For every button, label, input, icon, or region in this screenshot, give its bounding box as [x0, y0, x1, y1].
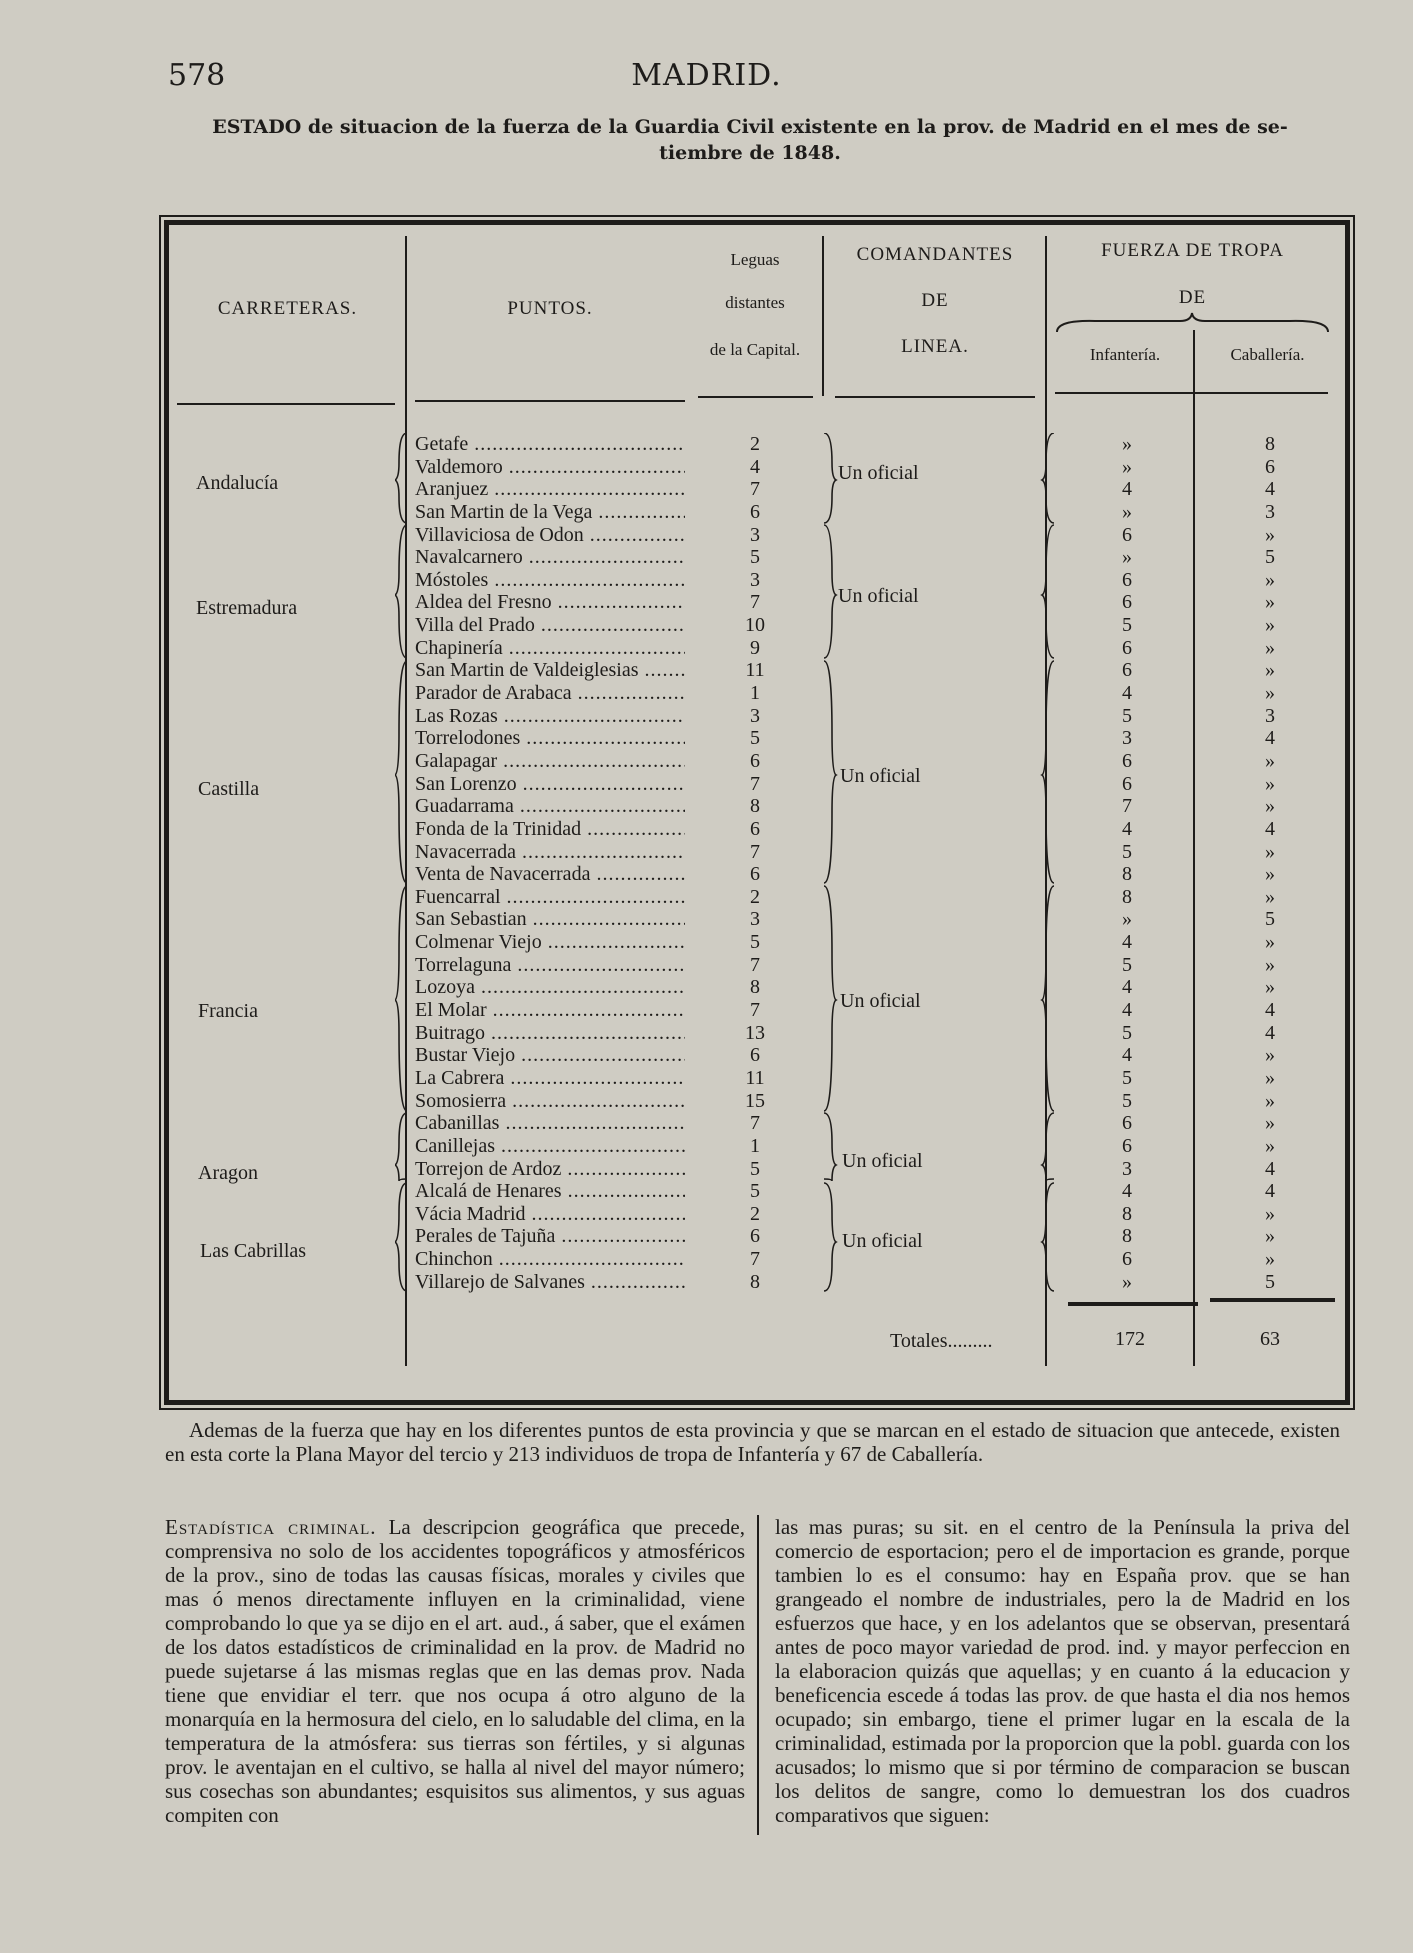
- leguas-cell: 7: [750, 999, 760, 1022]
- header-rule: [177, 403, 395, 405]
- leguas-cell: 7: [750, 478, 760, 501]
- comandante-label: Un oficial: [842, 1230, 923, 1252]
- infanteria-cell: 5: [1122, 1021, 1132, 1044]
- punto-cell: Guadarrama .....: [415, 795, 685, 818]
- infanteria-cell: 4: [1122, 1044, 1132, 1067]
- col-header-comandantes-2: DE: [921, 290, 949, 311]
- infanteria-cell: 6: [1122, 523, 1132, 546]
- note-paragraph: Ademas de la fuerza que hay en los diferentes puntos de esta provincia y que se marcan en el estado de situacion que antecede, existen en esta corte la Plana Mayor del tercio y 213 individuos de tropa de Infantería y 67 de Caballería.: [165, 1418, 1340, 1466]
- puntos-column: [415, 433, 685, 1293]
- infanteria-cell: 6: [1122, 1112, 1132, 1135]
- table-title: [150, 114, 1350, 166]
- leguas-cell: 6: [750, 1044, 760, 1067]
- leguas-cell: 13: [745, 1021, 765, 1044]
- punto-cell: Cabanillas .....: [415, 1112, 685, 1135]
- punto-cell: Torrelaguna .....: [415, 954, 685, 977]
- col-rule: [1193, 330, 1195, 1366]
- leguas-cell: 3: [750, 523, 760, 546]
- leguas-cell: 5: [750, 931, 760, 954]
- left-column-body: La descripcion geográfica que precede, comprensiva no solo de los accidentes topográficos y atmosféricos de la prov., sino de todas las causas físicas, morales y civiles que mas ó menos directamente influyen en la criminalidad, viene comprobando lo que ya se dijo en el art. aud., á saber, que el exámen de los datos estadísticos de criminalidad en la prov. de Madrid no puede sujetarse á las mismas reglas que en las demas prov. Nada tiene que envidiar el terr. que nos ocupa á otro alguno de la monarquía en la hermosura del cielo, en lo saludable del clima, en la temperatura de la atmósfera: sus tierras son fértiles, y si algunas prov. le aventajan en el cultivo, se halla al nivel del mayor número; sus cosechas son abundantes; esquisitos sus alimentos, y sus aguas compiten con: [165, 1515, 746, 1827]
- totals-rule: [1210, 1298, 1335, 1302]
- total-caballeria: 63: [1260, 1328, 1280, 1350]
- infanteria-cell: 8: [1122, 1225, 1132, 1248]
- page-number: 578: [168, 58, 226, 93]
- comandante-label: Un oficial: [840, 990, 921, 1012]
- carretera-label: Castilla: [198, 778, 260, 800]
- infanteria-cell: 5: [1122, 953, 1132, 976]
- caballeria-cell: »: [1265, 749, 1275, 772]
- caballeria-cell: »: [1265, 772, 1275, 795]
- leguas-cell: 3: [750, 568, 760, 591]
- caballeria-cell: »: [1265, 682, 1275, 705]
- punto-cell: Villaviciosa de Odon .....: [415, 524, 685, 547]
- caballeria-cell: »: [1265, 795, 1275, 818]
- punto-cell: Bustar Viejo .....: [415, 1044, 685, 1067]
- punto-cell: Villa del Prado .....: [415, 614, 685, 637]
- infanteria-column: [1062, 433, 1192, 1293]
- leguas-cell: 11: [745, 659, 765, 682]
- caballeria-cell: 3: [1265, 500, 1275, 523]
- caballeria-cell: »: [1265, 840, 1275, 863]
- col-header-fuerza-2: DE: [1178, 287, 1207, 308]
- punto-cell: Vácia Madrid .....: [415, 1203, 685, 1226]
- leguas-cell: 8: [750, 795, 760, 818]
- punto-cell: La Cabrera .....: [415, 1067, 685, 1090]
- punto-cell: San Martin de Valdeiglesias .....: [415, 659, 685, 682]
- caballeria-cell: »: [1265, 568, 1275, 591]
- leguas-cell: 3: [750, 704, 760, 727]
- comandante-label: Un oficial: [842, 1150, 923, 1172]
- punto-cell: Canillejas .....: [415, 1135, 685, 1158]
- col-header-caballeria: Caballería.: [1230, 345, 1305, 364]
- punto-cell: San Lorenzo .....: [415, 773, 685, 796]
- carretera-label: Francia: [198, 1000, 258, 1022]
- punto-cell: Aranjuez .....: [415, 478, 685, 501]
- infanteria-cell: 4: [1122, 931, 1132, 954]
- leguas-cell: 1: [750, 682, 760, 705]
- infanteria-cell: 6: [1122, 1248, 1132, 1271]
- infanteria-cell: 4: [1122, 682, 1132, 705]
- caballeria-cell: 4: [1265, 727, 1275, 750]
- carretera-label: Estremadura: [196, 597, 298, 619]
- totals-rule: [1068, 1302, 1198, 1306]
- leguas-cell: 6: [750, 1225, 760, 1248]
- punto-cell: Fonda de la Trinidad .....: [415, 818, 685, 841]
- caballeria-cell: »: [1265, 1112, 1275, 1135]
- total-infanteria: 172: [1115, 1328, 1145, 1350]
- leguas-cell: 7: [750, 772, 760, 795]
- caballeria-cell: 4: [1265, 478, 1275, 501]
- infanteria-cell: 3: [1122, 727, 1132, 750]
- leguas-cell: 3: [750, 908, 760, 931]
- leguas-cell: 4: [750, 455, 760, 478]
- infanteria-cell: 6: [1122, 1134, 1132, 1157]
- infanteria-cell: 4: [1122, 999, 1132, 1022]
- punto-cell: Galapagar .....: [415, 750, 685, 773]
- leguas-cell: 6: [750, 749, 760, 772]
- caballeria-cell: 4: [1265, 999, 1275, 1022]
- punto-cell: Valdemoro .....: [415, 456, 685, 479]
- infanteria-cell: 6: [1122, 659, 1132, 682]
- caballeria-cell: 8: [1265, 433, 1275, 455]
- punto-cell: Aldea del Fresno .....: [415, 591, 685, 614]
- col-header-comandantes-3: LINEA.: [901, 336, 969, 357]
- leguas-cell: 6: [750, 817, 760, 840]
- infanteria-cell: 6: [1122, 749, 1132, 772]
- section-heading: Estadística criminal.: [165, 1515, 377, 1539]
- punto-cell: Villarejo de Salvanes .....: [415, 1271, 685, 1294]
- caballeria-cell: »: [1265, 523, 1275, 546]
- caballeria-cell: 4: [1265, 1180, 1275, 1203]
- infanteria-cell: 5: [1122, 704, 1132, 727]
- carretera-label: Las Cabrillas: [200, 1240, 307, 1262]
- leguas-cell: 2: [750, 433, 760, 455]
- caballeria-cell: 6: [1265, 455, 1275, 478]
- punto-cell: Chinchon .....: [415, 1248, 685, 1271]
- caballeria-cell: 4: [1265, 1157, 1275, 1180]
- punto-cell: Getafe .....: [415, 433, 685, 456]
- comandante-label: Un oficial: [838, 462, 919, 484]
- caballeria-cell: »: [1265, 1134, 1275, 1157]
- caballeria-cell: »: [1265, 953, 1275, 976]
- leguas-cell: 7: [750, 840, 760, 863]
- table-title-line1: ESTADO de situacion de la fuerza de la Guardia Civil existente en la prov. de Madrid en el mes de se-: [212, 116, 1288, 138]
- header-rule: [835, 396, 1035, 398]
- punto-cell: Parador de Arabaca .....: [415, 682, 685, 705]
- punto-cell: Móstoles .....: [415, 569, 685, 592]
- punto-cell: Perales de Tajuña .....: [415, 1225, 685, 1248]
- infanteria-cell: 4: [1122, 817, 1132, 840]
- leguas-cell: 8: [750, 1270, 760, 1293]
- punto-cell: Torrelodones .....: [415, 727, 685, 750]
- caballeria-cell: »: [1265, 1066, 1275, 1089]
- leguas-cell: 7: [750, 1112, 760, 1135]
- carretera-label: Andalucía: [196, 472, 279, 494]
- leguas-cell: 2: [750, 885, 760, 908]
- caballeria-cell: »: [1265, 1202, 1275, 1225]
- infanteria-cell: 6: [1122, 568, 1132, 591]
- leguas-cell: 5: [750, 1180, 760, 1203]
- leguas-column: [700, 433, 810, 1293]
- table-title-line2: tiembre de 1848.: [659, 142, 841, 164]
- punto-cell: Colmenar Viejo .....: [415, 931, 685, 954]
- caballeria-cell: »: [1265, 1225, 1275, 1248]
- leguas-cell: 7: [750, 953, 760, 976]
- punto-cell: Alcalá de Henares .....: [415, 1180, 685, 1203]
- infanteria-cell: »: [1122, 433, 1132, 455]
- caballeria-cell: »: [1265, 885, 1275, 908]
- col-header-leguas-3: de la Capital.: [709, 340, 801, 359]
- infanteria-cell: »: [1122, 1270, 1132, 1293]
- caballeria-cell: »: [1265, 614, 1275, 637]
- infanteria-cell: 5: [1122, 1089, 1132, 1112]
- infanteria-cell: 5: [1122, 840, 1132, 863]
- col-header-infanteria: Infantería.: [1089, 345, 1161, 364]
- leguas-cell: 1: [750, 1134, 760, 1157]
- infanteria-cell: »: [1122, 455, 1132, 478]
- caballeria-cell: »: [1265, 931, 1275, 954]
- caballeria-cell: »: [1265, 863, 1275, 886]
- punto-cell: Fuencarral .....: [415, 886, 685, 909]
- leguas-cell: 6: [750, 863, 760, 886]
- totals-label-text: Totales: [890, 1330, 948, 1352]
- col-header-fuerza-1: FUERZA DE TROPA: [1101, 240, 1284, 261]
- comandante-brace-icon: [820, 433, 838, 1293]
- punto-cell: San Sebastian .....: [415, 908, 685, 931]
- infanteria-cell: »: [1122, 908, 1132, 931]
- caballeria-cell: »: [1265, 976, 1275, 999]
- carretera-label: Aragon: [198, 1162, 258, 1184]
- infanteria-cell: »: [1122, 546, 1132, 569]
- caballeria-cell: »: [1265, 1248, 1275, 1271]
- fuerza-brace-icon: [1055, 312, 1330, 334]
- infanteria-cell: 8: [1122, 863, 1132, 886]
- running-title: MADRID.: [631, 58, 782, 93]
- caballeria-column: [1210, 433, 1330, 1293]
- right-column-text: las mas puras; su sit. en el centro de la Península la priva del comercio de esportacion; pero el de importacion es grande, porque tambien lo es el consumo: hay en España prov. que se han grangeado el nombre de industriales, pero la de Madrid en los esfuerzos que hace, y en los adelantos que se observan, presentará antes de poco mayor variedad de prod. ind. y mayor perfeccion en la elaboracion quizás que aquellas; y en cuanto á la educacion y beneficencia escede á todas las prov. de que hasta el dia nos hemos ocupado; sin embargo, tiene el primer lugar en la escala de la criminalidad, estimada por la proporcion que la pobl. guarda con los acusados; lo mismo que si por término de comparacion se buscan los delitos de sangre, como lo demuestran los dos cuadros comparativos que siguen:: [775, 1515, 1350, 1827]
- punto-cell: Venta de Navacerrada .....: [415, 863, 685, 886]
- comandante-label: Un oficial: [840, 765, 921, 787]
- leguas-cell: 6: [750, 500, 760, 523]
- punto-cell: San Martin de la Vega .....: [415, 501, 685, 524]
- leguas-cell: 11: [745, 1066, 765, 1089]
- leguas-cell: 7: [750, 1248, 760, 1271]
- punto-cell: Navalcarnero .....: [415, 546, 685, 569]
- fuerza-brace-icon: [1040, 433, 1058, 1293]
- col-header-leguas-1: Leguas: [730, 250, 780, 269]
- infanteria-cell: 8: [1122, 1202, 1132, 1225]
- caballeria-cell: »: [1265, 591, 1275, 614]
- punto-cell: Las Rozas .....: [415, 705, 685, 728]
- caballeria-cell: 5: [1265, 1270, 1275, 1293]
- col-rule: [822, 236, 824, 396]
- col-header-carreteras: CARRETERAS.: [217, 298, 358, 319]
- leguas-cell: 7: [750, 591, 760, 614]
- totals-label: Totales.........: [890, 1330, 993, 1352]
- caballeria-cell: »: [1265, 659, 1275, 682]
- leguas-cell: 5: [750, 1157, 760, 1180]
- leguas-cell: 5: [750, 727, 760, 750]
- leguas-cell: 9: [750, 636, 760, 659]
- infanteria-cell: 4: [1122, 976, 1132, 999]
- caballeria-cell: 5: [1265, 546, 1275, 569]
- col-header-puntos: PUNTOS.: [507, 298, 593, 319]
- header-rule: [415, 400, 685, 402]
- infanteria-cell: 8: [1122, 885, 1132, 908]
- punto-cell: Navacerrada .....: [415, 841, 685, 864]
- punto-cell: Buitrago .....: [415, 1022, 685, 1045]
- infanteria-cell: 3: [1122, 1157, 1132, 1180]
- caballeria-cell: 4: [1265, 817, 1275, 840]
- leguas-cell: 8: [750, 976, 760, 999]
- group-brace-icon: [395, 433, 411, 1293]
- infanteria-cell: »: [1122, 500, 1132, 523]
- column-separator: [757, 1515, 759, 1835]
- punto-cell: Somosierra .....: [415, 1090, 685, 1113]
- left-column-text: [165, 1515, 745, 1827]
- infanteria-cell: 6: [1122, 636, 1132, 659]
- infanteria-cell: 4: [1122, 1180, 1132, 1203]
- infanteria-cell: 7: [1122, 795, 1132, 818]
- header-rule: [1055, 392, 1328, 394]
- punto-cell: Lozoya .....: [415, 976, 685, 999]
- leguas-cell: 2: [750, 1202, 760, 1225]
- header-rule: [698, 396, 813, 398]
- leguas-cell: 15: [745, 1089, 765, 1112]
- comandante-label: Un oficial: [838, 585, 919, 607]
- caballeria-cell: »: [1265, 1089, 1275, 1112]
- caballeria-cell: 5: [1265, 908, 1275, 931]
- leguas-cell: 10: [745, 614, 765, 637]
- infanteria-cell: 6: [1122, 591, 1132, 614]
- infanteria-cell: 5: [1122, 1066, 1132, 1089]
- caballeria-cell: 4: [1265, 1021, 1275, 1044]
- leguas-cell: 5: [750, 546, 760, 569]
- infanteria-cell: 6: [1122, 772, 1132, 795]
- punto-cell: Torrejon de Ardoz .....: [415, 1158, 685, 1181]
- caballeria-cell: »: [1265, 636, 1275, 659]
- punto-cell: El Molar .....: [415, 999, 685, 1022]
- caballeria-cell: »: [1265, 1044, 1275, 1067]
- infanteria-cell: 4: [1122, 478, 1132, 501]
- infanteria-cell: 5: [1122, 614, 1132, 637]
- punto-cell: Chapinería .....: [415, 637, 685, 660]
- col-header-comandantes-1: COMANDANTES: [856, 244, 1014, 265]
- caballeria-cell: 3: [1265, 704, 1275, 727]
- col-header-leguas-2: distantes: [725, 293, 785, 312]
